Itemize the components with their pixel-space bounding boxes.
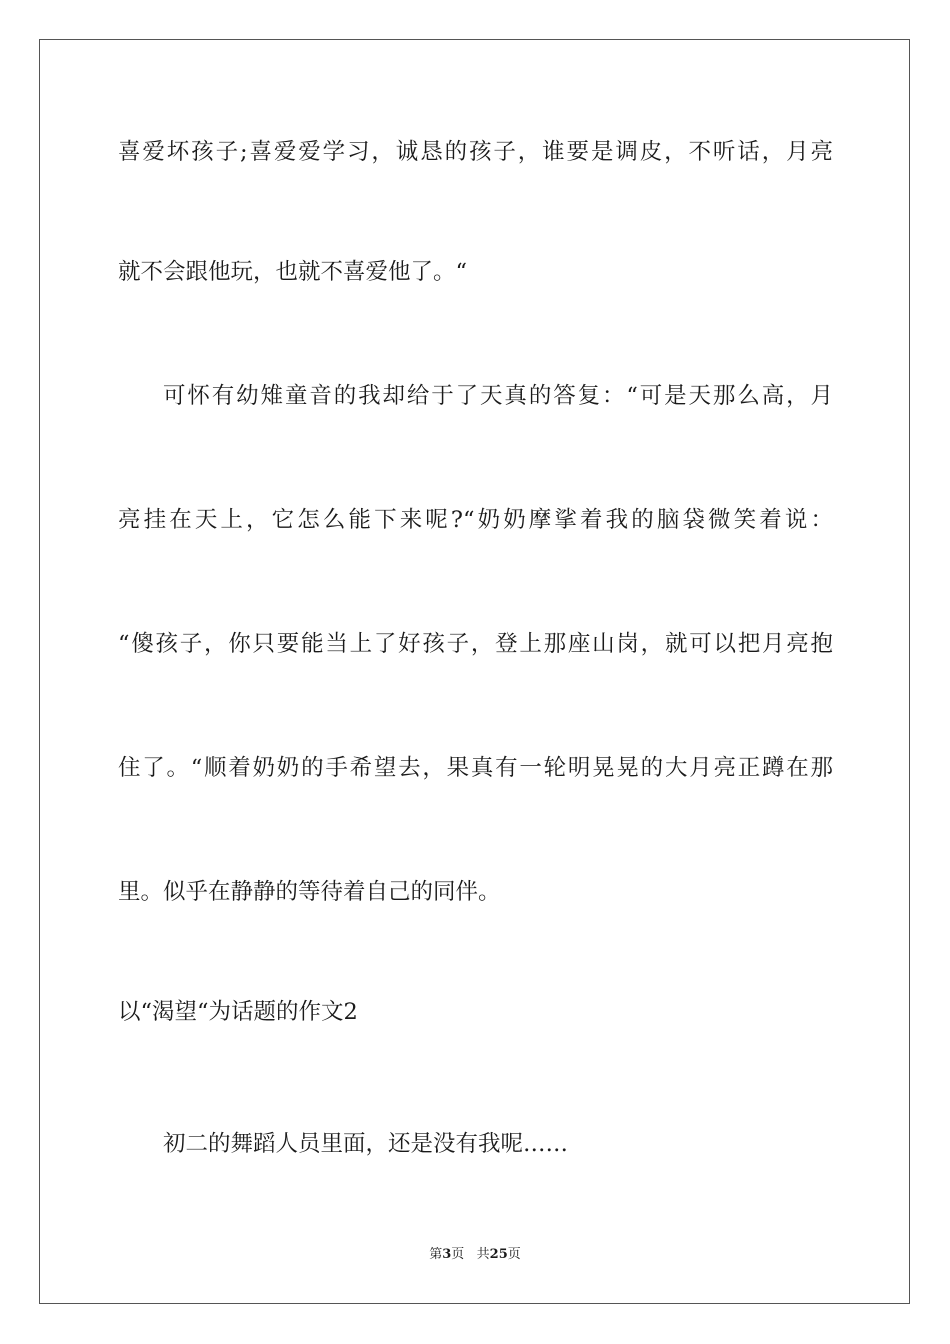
body-text-line: 喜爱坏孩子;喜爱爱学习，诚恳的孩子，谁要是调皮，不听话，月亮 <box>118 139 833 165</box>
section-heading: 以“渴望“为话题的作文2 <box>118 999 358 1025</box>
footer-suffix: 页 <box>507 1247 521 1262</box>
body-text-line: 就不会跟他玩，也就不喜爱他了。“ <box>118 259 468 285</box>
body-text-line: “傻孩子，你只要能当上了好孩子，登上那座山岗，就可以把月亮抱 <box>118 631 833 657</box>
footer-middle: 页 共 <box>451 1247 490 1262</box>
page-footer <box>0 1246 950 1264</box>
page-frame <box>39 39 910 1304</box>
body-text-line: 里。似乎在静静的等待着自己的同伴。 <box>118 879 501 905</box>
total-pages-number: 25 <box>489 1247 508 1262</box>
body-text-line: 住了。“顺着奶奶的手希望去，果真有一轮明晃晃的大月亮正蹲在那 <box>118 755 833 781</box>
body-text-line: 亮挂在天上，它怎么能下来呢?“奶奶摩挲着我的脑袋微笑着说： <box>118 507 833 533</box>
body-text-line: 初二的舞蹈人员里面，还是没有我呢…… <box>163 1131 569 1157</box>
current-page-number: 3 <box>442 1247 452 1262</box>
footer-prefix: 第 <box>429 1247 443 1262</box>
body-text-line: 可怀有幼雉童音的我却给于了天真的答复：“可是天那么高，月 <box>163 383 833 409</box>
